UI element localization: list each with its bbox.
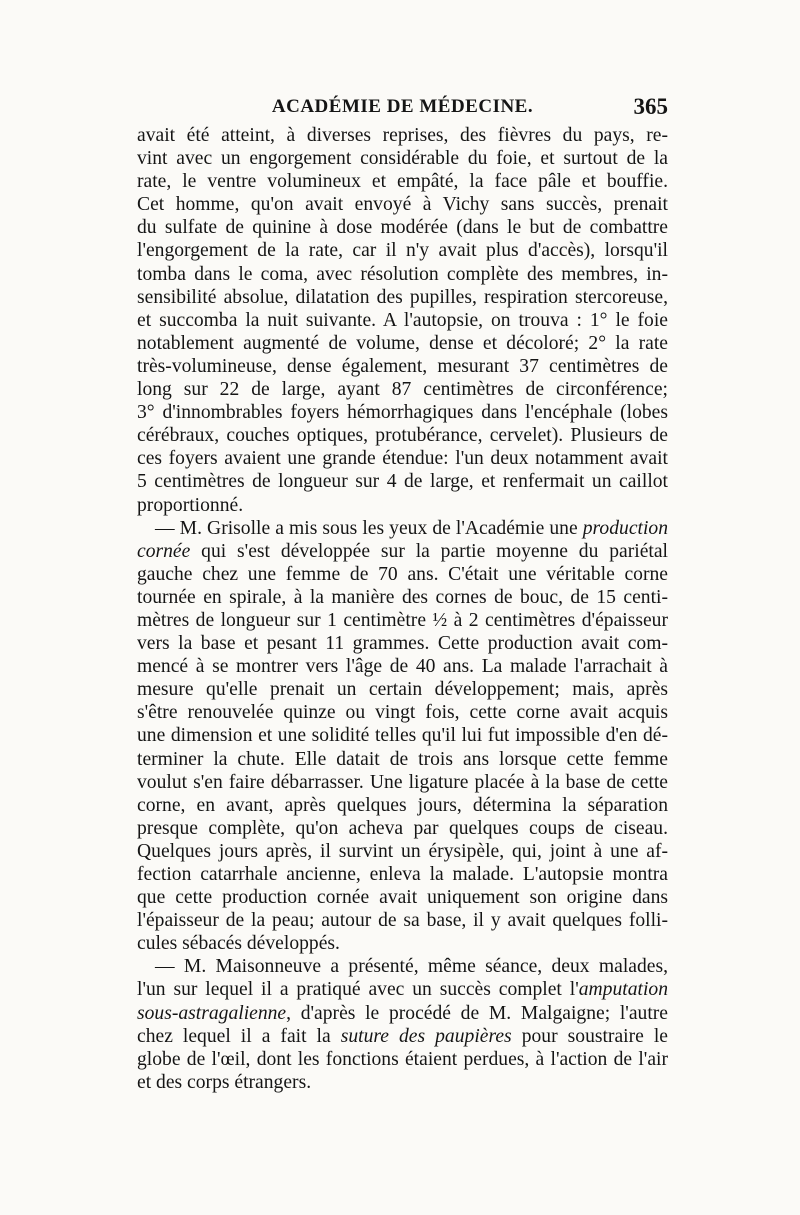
text-span: pour soustraire le — [511, 1025, 668, 1047]
text-line — [137, 932, 668, 955]
text-span: , d'après le procédé de M. Malgaigne; l'autre — [286, 1002, 668, 1024]
text-span: — M. Grisolle a mis sous les yeux de l'Académie une — [155, 517, 583, 539]
text-line — [137, 494, 668, 517]
text-span: voulut s'en faire débarrasser. Une ligature placée à la base de cette — [137, 771, 668, 793]
text-span: du sulfate de quinine à dose modérée (dans le but de combattre — [137, 217, 668, 239]
text-span: terminer la chute. Elle datait de trois ans lorsque cette femme — [137, 748, 668, 770]
text-line — [137, 424, 668, 447]
text-span: — M. Maisonneuve a présenté, même séance, deux malades, — [155, 956, 668, 978]
running-title: ACADÉMIE DE MÉDECINE. — [271, 96, 534, 117]
text-line — [137, 655, 668, 678]
text-span: très-volumineuse, dense également, mesurant 37 centimètres de — [137, 355, 668, 377]
text-span: mètres de longueur sur 1 centimètre ½ à 2 centimètres d'épaisseur — [137, 609, 668, 631]
text-span: fection catarrhale ancienne, enleva la malade. L'autopsie montra — [137, 864, 668, 885]
italic-text: production — [582, 517, 668, 539]
text-line — [137, 239, 668, 262]
text-line — [137, 678, 668, 701]
text-line — [137, 401, 668, 424]
text-span: rate, le ventre volumineux et empâté, la face pâle et bouffie. — [137, 171, 668, 193]
text-line — [137, 378, 668, 401]
text-span: 3° d'innombrables foyers hémorrhagiques dans l'encéphale (lobes — [137, 402, 668, 424]
italic-text: suture des paupières — [340, 1025, 512, 1047]
text-line — [137, 586, 668, 609]
text-line — [137, 332, 668, 355]
text-span: l'un sur lequel il a pratiqué avec un succès complet l' — [137, 979, 579, 1001]
text-span: notablement augmenté de volume, dense et décoloré; 2° la rate — [137, 332, 668, 354]
text-line — [137, 216, 668, 239]
text-span: cérébraux, couches optiques, protubérance, cervelet). Plusieurs de — [137, 425, 668, 447]
text-line — [137, 771, 668, 794]
text-span: qui s'est développée sur la partie moyenne du pariétal — [190, 540, 668, 562]
text-span: une dimension et une solidité telles qu'il lui fut impossible d'en dé- — [137, 725, 668, 747]
page-header — [137, 96, 668, 126]
text-span: tomba dans le coma, avec résolution complète des membres, in- — [137, 263, 668, 285]
text-span: cules sébacés développés. — [137, 933, 340, 955]
text-line — [137, 955, 668, 978]
text-line — [137, 701, 668, 724]
text-span: vint avec un engorgement considérable du foie, et surtout de la — [137, 148, 668, 170]
italic-text: cornée — [137, 540, 191, 562]
text-line — [137, 1048, 668, 1071]
text-line — [137, 632, 668, 655]
text-span: sensibilité absolue, dilatation des pupilles, respiration stercoreuse, — [137, 286, 668, 308]
text-span: long sur 22 de large, ayant 87 centimètres de circonférence; — [137, 379, 668, 401]
text-span: tournée en spirale, à la manière des cornes de bouc, de 15 centi- — [137, 586, 668, 608]
text-span: corne, en avant, après quelques jours, détermina la séparation — [137, 794, 668, 816]
text-span: et succomba la nuit suivante. A l'autopsie, on trouva : 1° le foie — [137, 309, 668, 331]
text-line — [137, 309, 668, 332]
text-line — [137, 193, 668, 216]
text-line — [137, 909, 668, 932]
text-line — [137, 447, 668, 470]
text-line — [137, 1025, 668, 1048]
text-line — [137, 170, 668, 193]
text-span: gauche chez une femme de 70 ans. C'était une véritable corne — [137, 563, 668, 585]
text-line — [137, 748, 668, 771]
text-span: l'épaisseur de la peau; autour de sa base, il y avait quelques folli- — [137, 910, 668, 932]
text-span: avait été atteint, à diverses reprises, des fièvres du pays, re- — [137, 125, 668, 146]
text-span: que cette production cornée avait uniquement son origine dans — [137, 887, 668, 909]
text-line — [137, 886, 668, 909]
text-span: globe de l'œil, dont les fonctions étaient perdues, à l'action de l'air — [137, 1048, 668, 1070]
text-line — [137, 263, 668, 286]
text-span: mencé à se montrer vers l'âge de 40 ans. La malade l'arrachait à — [137, 656, 668, 678]
text-span: vers la base et pesant 11 grammes. Cette production avait com- — [137, 633, 668, 655]
text-line — [137, 1002, 668, 1025]
text-line — [137, 517, 668, 540]
text-span: proportionné. — [137, 494, 244, 516]
text-line — [137, 724, 668, 747]
text-line — [137, 124, 668, 147]
text-line — [137, 540, 668, 563]
text-line — [137, 609, 668, 632]
text-line — [137, 978, 668, 1001]
text-span: l'engorgement de la rate, car il n'y avait plus d'accès), lorsqu'il — [137, 240, 668, 262]
text-span: presque complète, qu'on acheva par quelques coups de ciseau. — [137, 817, 668, 839]
text-span: s'être renouvelée quinze ou vingt fois, cette corne avait acquis — [137, 702, 668, 724]
italic-text: sous-astragalienne — [137, 1002, 287, 1024]
text-line — [137, 1071, 668, 1094]
text-span: ces foyers avaient une grande étendue: l'un deux notamment avait — [137, 448, 668, 470]
text-span: chez lequel il a fait la — [137, 1025, 341, 1047]
text-span: et des corps étrangers. — [137, 1071, 312, 1093]
text-span: mesure qu'elle prenait un certain développement; mais, après — [137, 679, 668, 701]
text-line — [137, 817, 668, 840]
page-number: 365 — [633, 94, 668, 119]
text-span: Cet homme, qu'on avait envoyé à Vichy sans succès, prenait — [137, 194, 668, 216]
text-line — [137, 147, 668, 170]
italic-text: amputation — [578, 979, 668, 1001]
text-span: 5 centimètres de longueur sur 4 de large, et renfermait un caillot — [137, 471, 668, 493]
text-line — [137, 840, 668, 863]
text-line — [137, 355, 668, 378]
text-line — [137, 863, 668, 886]
text-line — [137, 563, 668, 586]
body-text — [137, 124, 668, 1094]
text-span: Quelques jours après, il survint un érysipèle, qui, joint à une af- — [137, 840, 668, 862]
text-line — [137, 470, 668, 493]
text-line — [137, 286, 668, 309]
text-line — [137, 794, 668, 817]
